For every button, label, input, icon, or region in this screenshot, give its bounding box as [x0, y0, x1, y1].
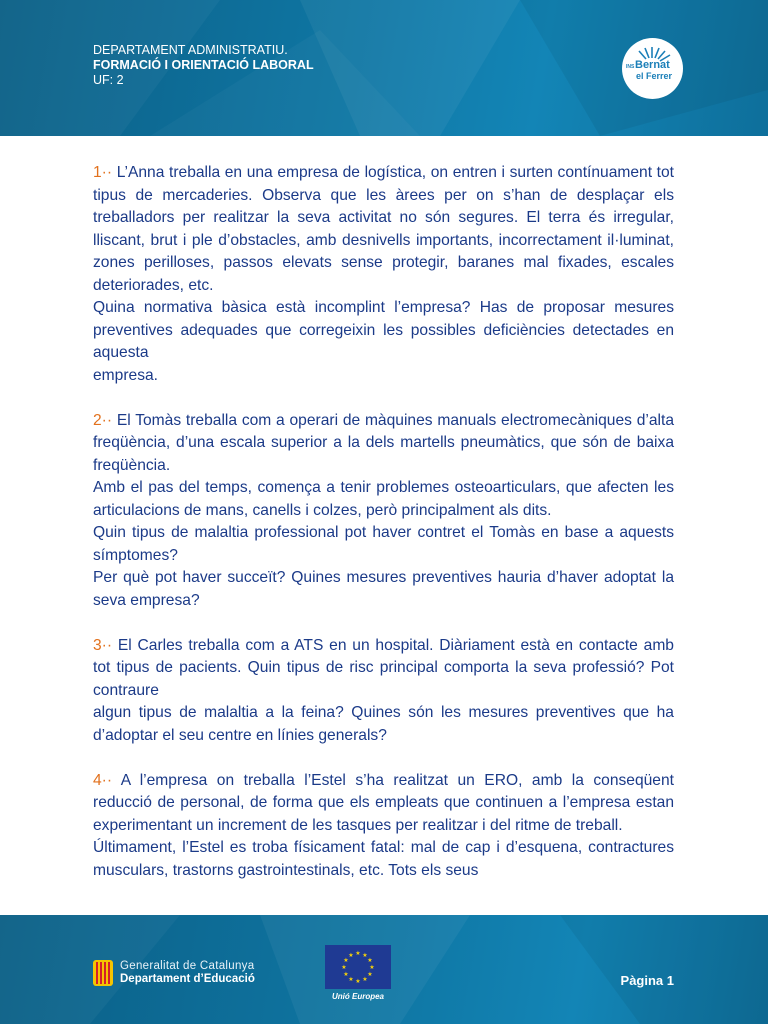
exercise-paragraph: Amb el pas del temps, comença a tenir problemes osteoarticulars, que afecten les articulacions de mans, canells i colzes, però principalment als dits. [93, 479, 674, 519]
exercise-text: A l’empresa on treballa l’Estel s’ha realitzat un ERO, amb la conseqüent reducció de personal, de forma que els empleats que continuen a l’empresa estan experimentant un increment de les tasques per realitzar i del ritme de treball. [93, 771, 674, 834]
svg-text:★: ★ [355, 978, 361, 985]
exercise-4 [93, 770, 674, 883]
exercise-3 [93, 635, 674, 748]
catalan-flag-icon [93, 960, 113, 986]
svg-text:★: ★ [341, 964, 347, 971]
school-logo-icon [622, 38, 683, 99]
exercise-2 [93, 410, 674, 613]
exercise-text: El Carles treballa com a ATS en un hospital. Diàriament està en contacte amb tot tipus de pacients. Quin tipus de risc principal comporta la seva professió? Pot contraure [93, 636, 674, 699]
logo-word-1: Bernat [635, 59, 670, 71]
exercise-paragraph: Quin tipus de malaltia professional pot haver contret el Tomàs en base a aquests símptomes? [93, 524, 674, 564]
eu-stars-icon [325, 945, 391, 989]
generalitat-name: Generalitat de Catalunya [120, 960, 255, 972]
exercise-paragraph: empresa. [93, 366, 159, 384]
exercise-number: 2·· [93, 411, 113, 429]
exercise-number: 4·· [93, 771, 113, 789]
svg-text:★: ★ [343, 971, 349, 978]
exercise-number: 3·· [93, 636, 113, 654]
eu-flag-icon [325, 945, 391, 989]
page-number: Pàgina 1 [620, 973, 674, 988]
header-title-block [93, 43, 314, 88]
exercise-paragraph: Últimament, l’Estel es troba físicament fatal: mal de cap i d’esquena, contractures musculars, trastorns gastrointestinals, etc. Tots els seus [93, 839, 674, 879]
logo-word-2: el Ferrer [636, 71, 673, 81]
svg-text:★: ★ [362, 952, 368, 959]
svg-text:★: ★ [355, 950, 361, 957]
exercise-number: 1·· [93, 164, 113, 181]
exercise-paragraph: Quina normativa bàsica està incomplint l’empresa? Has de proposar mesures preventives adequades que corregeixin les possibles deficiències detectades en aquesta [93, 299, 674, 361]
header-department: DEPARTAMENT ADMINISTRATIU. [93, 43, 288, 57]
exercise-paragraph: algun tipus de malaltia a la feina? Quines són les mesures preventives que ha d’adoptar el seu centre en línies generals? [93, 704, 674, 744]
exercise-1 [93, 162, 674, 387]
svg-text:★: ★ [348, 976, 354, 983]
header-module: FORMACIÓ I ORIENTACIÓ LABORAL [93, 58, 314, 72]
eu-logo [325, 945, 391, 1001]
exercise-list [93, 162, 674, 905]
svg-text:★: ★ [367, 971, 373, 978]
svg-text:★: ★ [348, 952, 354, 959]
exercise-paragraph [93, 410, 674, 478]
header-unit: UF: 2 [93, 73, 124, 87]
logo-prefix: INS [626, 64, 635, 70]
exercise-paragraph: Per què pot haver succeït? Quines mesures preventives hauria d’haver adoptat la seva empresa? [93, 569, 674, 609]
exercise-text: El Tomàs treballa com a operari de màquines manuals electromecàniques d’alta freqüència, d’una escala superior a la dels martells pneumàtics, que són de baixa freqüència. [93, 411, 674, 474]
svg-text:★: ★ [369, 964, 375, 971]
department-name: Departament d’Educació [120, 973, 255, 985]
page-footer [0, 915, 768, 1024]
exercise-paragraph [93, 770, 674, 838]
exercise-paragraph [93, 635, 674, 703]
exercise-text: L’Anna treballa en una empresa de logística, on entren i surten contínuament tot tipus de mercaderies. Observa que les àrees per on s’han de desplaçar els treballadors per realitzar la seva activitat no són segures. El terra és irregular, lliscant, brut i ple d’obstacles, amb desnivells importants, incorrectament il·luminat, zones perilloses, passos elevats sense protegir, baranes mal fixades, escales deteriorades, etc. [93, 164, 674, 294]
svg-text:★: ★ [367, 957, 373, 964]
svg-text:★: ★ [362, 976, 368, 983]
page-header [0, 0, 768, 136]
eu-caption: Unió Europea [331, 992, 384, 1001]
exercise-paragraph [93, 162, 674, 297]
svg-text:★: ★ [343, 957, 349, 964]
